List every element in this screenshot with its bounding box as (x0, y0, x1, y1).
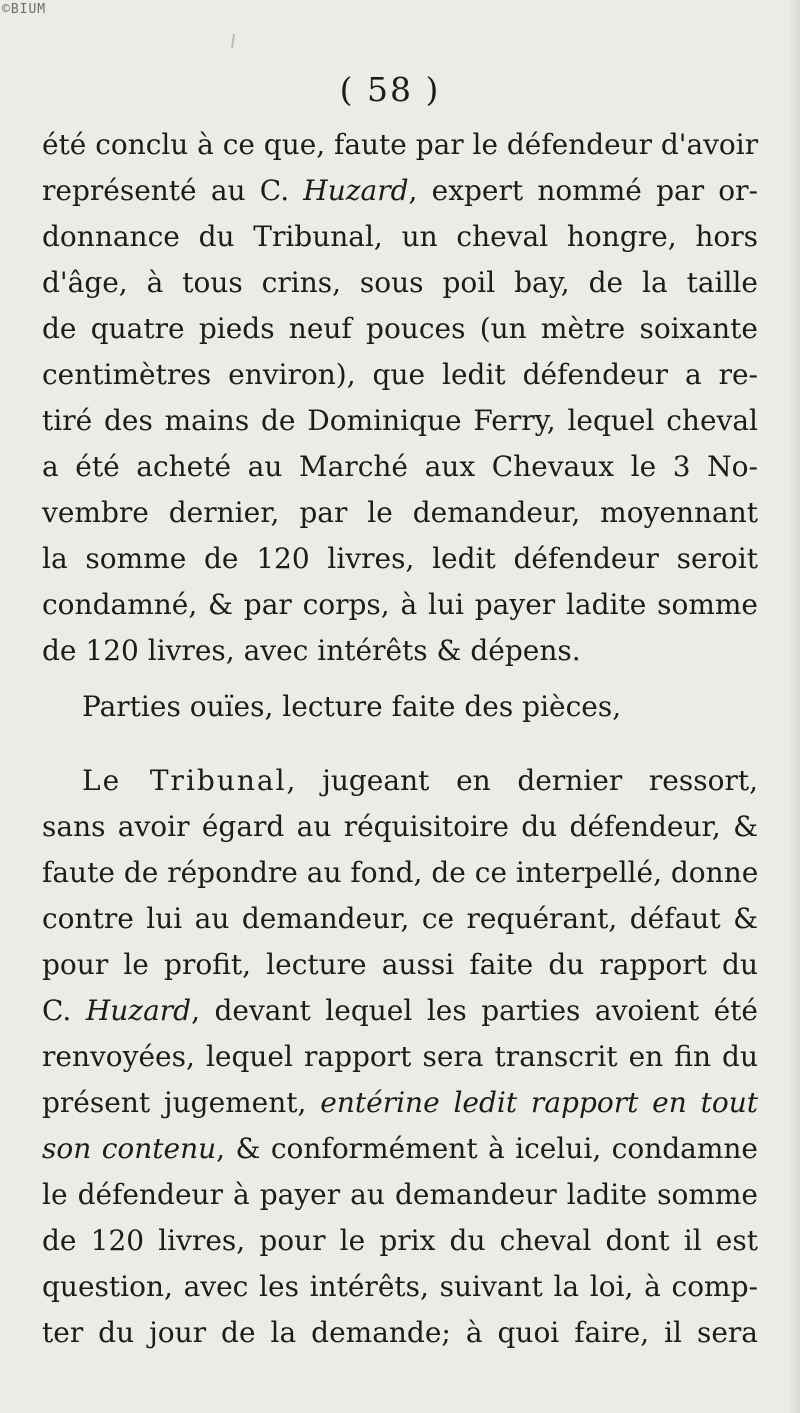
text-line: de 120 livres, avec intérêts & dépens. (42, 634, 581, 667)
italic-name: Huzard (303, 174, 409, 207)
text-line: tiré des mains de Dominique Ferry, lequel cheval (42, 404, 758, 437)
text-line (42, 1132, 758, 1166)
text-line: le défendeur à payer au demandeur ladite somme (42, 1178, 758, 1211)
text-line: de 120 livres, pour le prix du cheval dont il est (42, 1224, 758, 1257)
text-line: a été acheté au Marché aux Chevaux le 3 No- (42, 450, 758, 483)
italic-phrase: son contenu (42, 1132, 217, 1165)
text-line: question, avec les intérêts, suivant la loi, à comp- (42, 1270, 758, 1303)
text-line: contre lui au demandeur, ce requérant, défaut & (42, 902, 758, 935)
text-fragment: , jugeant en dernier ressort, (286, 764, 759, 797)
text-line: d'âge, à tous crins, sous poil bay, de la taille (42, 266, 758, 299)
text-line: pour le profit, lecture aussi faite du rapport du (42, 948, 758, 981)
text-fragment: , & conformément à icelui, condamne (216, 1132, 758, 1165)
text-fragment: représenté au C. (42, 174, 304, 207)
italic-phrase: entérine ledit rapport en tout (320, 1086, 758, 1119)
text-line (42, 174, 758, 208)
text-fragment: , expert nommé par or- (408, 174, 758, 207)
text-line: Parties ouïes, lecture faite des pièces, (82, 690, 622, 723)
text-line: centimètres environ), que ledit défendeur a re- (42, 358, 758, 391)
text-line: été conclu à ce que, faute par le défendeur d'avoir (42, 128, 759, 161)
text-line: de quatre pieds neuf pouces (un mètre soixante (42, 312, 758, 345)
text-line (42, 994, 758, 1028)
page-number: ( 58 ) (339, 70, 441, 109)
text-line: faute de répondre au fond, de ce interpellé, donne (42, 856, 759, 889)
text-line: condamné, & par corps, à lui payer ladite somme (42, 588, 758, 621)
text-line: renvoyées, lequel rapport sera transcrit en fin du (42, 1040, 758, 1073)
text-line: sans avoir égard au réquisitoire du défendeur, & (42, 810, 758, 843)
text-fragment: présent jugement, (42, 1086, 321, 1119)
text-line: donnance du Tribunal, un cheval hongre, hors (42, 220, 758, 253)
text-fragment: , devant lequel les parties avoient été (191, 994, 759, 1027)
text-fragment: C. (42, 994, 86, 1027)
watermark: ©BIUM (2, 2, 47, 17)
tribunal-smallcaps: Le Tribunal (82, 764, 287, 797)
text-line: ter du jour de la demande; à quoi faire, il sera (42, 1316, 758, 1349)
text-line (42, 1086, 758, 1120)
text-line: la somme de 120 livres, ledit défendeur seroit (42, 542, 758, 575)
italic-name: Huzard (85, 994, 192, 1027)
text-line: vembre dernier, par le demandeur, moyennant (42, 496, 758, 529)
text-line (82, 764, 758, 798)
